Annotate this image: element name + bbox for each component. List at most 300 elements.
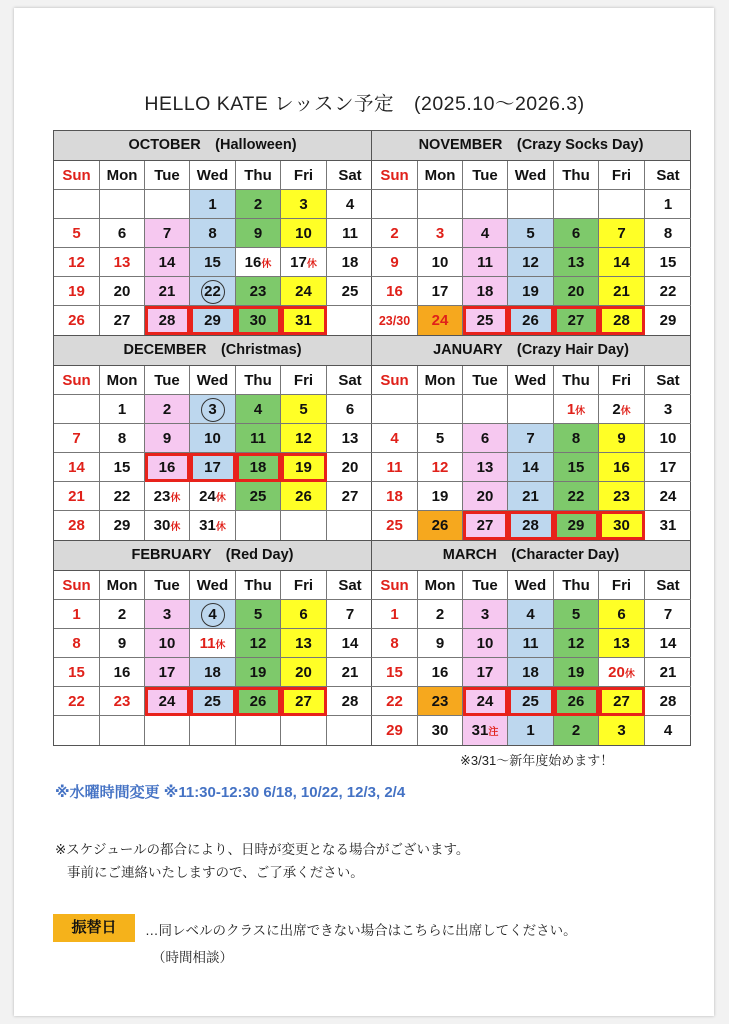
day-cell (463, 248, 508, 277)
day-cell (100, 687, 145, 716)
day-cell (54, 453, 100, 482)
weekday-header: Fri (599, 571, 645, 600)
weekday-header: Sat (645, 161, 691, 190)
day-cell (418, 306, 463, 335)
day-number: 11 (199, 635, 216, 652)
day-number: 17 (204, 459, 221, 476)
day-cell (100, 395, 145, 424)
day-number: 12 (522, 254, 539, 271)
day-cell (236, 453, 281, 482)
month-block (53, 541, 372, 746)
day-number: 8 (663, 225, 673, 242)
day-cell (190, 277, 236, 306)
day-cell (645, 395, 691, 424)
day-number: 25 (522, 693, 539, 710)
month-block (372, 541, 691, 746)
day-cell (645, 511, 691, 540)
day-cell (508, 629, 554, 658)
day-number: 8 (208, 225, 217, 242)
day-number: 3 (435, 225, 445, 242)
day-number: 19 (431, 488, 449, 505)
day-cell (554, 424, 599, 453)
day-number: 18 (204, 664, 221, 681)
day-number: 30 (613, 517, 630, 534)
day-cell (54, 687, 100, 716)
day-cell (372, 511, 418, 540)
day-number: 28 (158, 312, 176, 329)
day-cell (372, 277, 418, 306)
month-days-grid (372, 571, 690, 745)
day-mark: 休 (261, 259, 272, 270)
day-cell (327, 482, 373, 511)
day-cell (54, 277, 100, 306)
day-number: 25 (476, 312, 494, 329)
day-number: 8 (72, 635, 81, 652)
day-number: 8 (390, 635, 399, 652)
day-cell (190, 424, 236, 453)
day-cell (645, 277, 691, 306)
day-number: 14 (659, 635, 677, 652)
day-cell (236, 658, 281, 687)
month-days-grid (54, 161, 371, 335)
day-cell (418, 219, 463, 248)
day-number: 4 (663, 722, 673, 739)
day-number: 11 (386, 459, 403, 476)
day-number: 24 (295, 283, 312, 300)
day-number: 29 (659, 312, 677, 329)
weekday-header: Mon (418, 161, 463, 190)
day-cell (236, 395, 281, 424)
day-cell (327, 248, 373, 277)
month-title: DECEMBER (Christmas) (54, 336, 371, 366)
day-number: 15 (68, 664, 85, 681)
day-cell (508, 658, 554, 687)
day-cell (508, 687, 554, 716)
day-cell (418, 248, 463, 277)
day-cell (281, 424, 327, 453)
day-cell (190, 395, 236, 424)
day-number: 6 (345, 401, 355, 418)
day-number: 11 (522, 635, 539, 652)
day-cell (645, 600, 691, 629)
day-cell (190, 629, 236, 658)
month-block (53, 130, 372, 336)
calendar-grid (53, 130, 691, 746)
day-number: 29 (386, 722, 403, 739)
day-number: 27 (113, 312, 131, 329)
day-cell (236, 248, 281, 277)
day-number: 31 (199, 517, 216, 534)
day-cell (418, 600, 463, 629)
day-cell (236, 600, 281, 629)
day-cell (327, 190, 373, 219)
day-number: 16 (158, 459, 176, 476)
day-number: 15 (386, 664, 403, 681)
day-cell (145, 190, 190, 219)
day-number: 29 (204, 312, 221, 329)
day-cell (508, 395, 554, 424)
day-number: 17 (659, 459, 677, 476)
day-number: 10 (431, 254, 449, 271)
day-cell (508, 511, 554, 540)
day-cell (372, 658, 418, 687)
day-cell (54, 511, 100, 540)
day-number: 20 (113, 283, 131, 300)
day-number: 7 (663, 606, 673, 623)
day-cell (554, 395, 599, 424)
day-number: 21 (341, 664, 359, 681)
day-cell (190, 658, 236, 687)
day-number: 5 (571, 606, 581, 623)
weekday-header: Thu (554, 366, 599, 395)
day-cell (145, 219, 190, 248)
day-number: 18 (386, 488, 403, 505)
day-cell (554, 511, 599, 540)
day-number: 18 (476, 283, 494, 300)
day-cell (463, 482, 508, 511)
weekday-header: Wed (508, 161, 554, 190)
day-number: 22 (113, 488, 131, 505)
day-cell (236, 190, 281, 219)
weekday-header: Tue (145, 366, 190, 395)
day-cell (463, 453, 508, 482)
day-number: 13 (567, 254, 585, 271)
day-number: 16 (113, 664, 131, 681)
month-title: NOVEMBER (Crazy Socks Day) (372, 131, 690, 161)
day-number: 16 (386, 283, 403, 300)
day-number: 22 (201, 280, 225, 304)
day-cell (236, 424, 281, 453)
day-cell (54, 600, 100, 629)
weekday-header: Sun (372, 571, 418, 600)
day-cell (372, 453, 418, 482)
day-cell (100, 190, 145, 219)
weekday-header: Sun (54, 366, 100, 395)
weekday-header: Tue (145, 161, 190, 190)
day-number: 27 (476, 517, 494, 534)
weekday-header: Tue (463, 571, 508, 600)
day-number: 31 (659, 517, 677, 534)
weekday-header: Mon (418, 366, 463, 395)
day-cell (418, 482, 463, 511)
day-number: 10 (659, 430, 677, 447)
day-cell (372, 306, 418, 335)
day-cell (645, 629, 691, 658)
day-number: 10 (476, 635, 494, 652)
day-number: 27 (341, 488, 359, 505)
day-cell (190, 511, 236, 540)
day-number: 17 (431, 283, 449, 300)
wednesday-time-change: ※水曜時間変更 ※11:30-12:30 6/18, 10/22, 12/3, 2/4 (55, 784, 406, 801)
day-cell (327, 716, 373, 745)
day-cell (100, 424, 145, 453)
day-number: 5 (526, 225, 535, 242)
weekday-header: Thu (554, 161, 599, 190)
day-cell (100, 629, 145, 658)
weekday-header: Sun (54, 571, 100, 600)
month-title: OCTOBER (Halloween) (54, 131, 371, 161)
day-cell (236, 629, 281, 658)
day-number: 2 (435, 606, 445, 623)
day-cell (236, 511, 281, 540)
day-cell (54, 482, 100, 511)
day-mark: 休 (575, 406, 586, 417)
day-cell (281, 277, 327, 306)
weekday-header: Tue (463, 161, 508, 190)
day-number: 4 (201, 603, 225, 627)
day-mark: 休 (306, 259, 317, 270)
day-cell (54, 190, 100, 219)
day-cell (281, 629, 327, 658)
day-cell (190, 482, 236, 511)
day-number: 13 (295, 635, 312, 652)
day-cell (418, 658, 463, 687)
day-cell (281, 306, 327, 335)
day-number: 3 (663, 401, 673, 418)
day-number: 21 (68, 488, 85, 505)
day-number: 18 (249, 459, 267, 476)
day-cell (190, 453, 236, 482)
day-cell (54, 629, 100, 658)
weekday-header: Thu (236, 366, 281, 395)
day-number: 26 (295, 488, 312, 505)
day-cell (281, 395, 327, 424)
weekday-header: Mon (100, 161, 145, 190)
day-number: 4 (345, 196, 355, 213)
day-cell (463, 277, 508, 306)
day-number: 4 (390, 430, 399, 447)
day-number: 9 (617, 430, 626, 447)
month-days-grid (54, 366, 371, 540)
day-cell (100, 219, 145, 248)
day-number: 14 (158, 254, 176, 271)
day-cell (327, 687, 373, 716)
day-cell (327, 277, 373, 306)
day-number: 5 (299, 401, 308, 418)
day-cell (599, 716, 645, 745)
day-number: 13 (113, 254, 131, 271)
day-cell (645, 716, 691, 745)
day-number: 23 (113, 693, 131, 710)
day-cell (463, 306, 508, 335)
day-cell (281, 248, 327, 277)
day-number: 17 (476, 664, 494, 681)
day-cell (145, 395, 190, 424)
day-cell (190, 306, 236, 335)
month-days-grid (372, 161, 690, 335)
day-cell (236, 277, 281, 306)
day-number: 14 (522, 459, 539, 476)
weekday-header: Wed (508, 571, 554, 600)
day-number: 31 (295, 312, 312, 329)
day-cell (372, 687, 418, 716)
day-cell (645, 190, 691, 219)
schedule-note-2: 事前にご連絡いたしますので、ご了承ください。 (67, 865, 364, 880)
day-cell (236, 716, 281, 745)
day-cell (327, 219, 373, 248)
month-title: MARCH (Character Day) (372, 541, 690, 571)
month-days-grid (54, 571, 371, 745)
day-number: 24 (659, 488, 677, 505)
day-number: 22 (386, 693, 403, 710)
new-year-note: ※3/31〜新年度始めます！ (460, 753, 614, 768)
day-cell (372, 190, 418, 219)
day-number: 1 (663, 196, 673, 213)
day-cell (508, 453, 554, 482)
day-cell (145, 453, 190, 482)
month-row (53, 336, 691, 541)
day-mark: 休 (170, 493, 181, 504)
day-number: 22 (567, 488, 585, 505)
day-number: 16 (431, 664, 449, 681)
day-cell (145, 600, 190, 629)
page-title: HELLO KATE レッスン予定 (2025.10〜2026.3) (144, 93, 585, 115)
weekday-header: Fri (281, 571, 327, 600)
day-cell (281, 511, 327, 540)
day-cell (145, 658, 190, 687)
day-number: 27 (295, 693, 312, 710)
weekday-header: Thu (554, 571, 599, 600)
day-cell (554, 219, 599, 248)
day-number: 28 (68, 517, 85, 534)
day-number: 22 (659, 283, 677, 300)
day-number: 25 (386, 517, 403, 534)
day-cell (508, 277, 554, 306)
day-cell (100, 600, 145, 629)
day-number: 5 (435, 430, 445, 447)
day-cell (645, 687, 691, 716)
day-cell (100, 306, 145, 335)
day-cell (54, 219, 100, 248)
weekday-header: Sat (327, 161, 373, 190)
day-cell (190, 716, 236, 745)
day-mark: 休 (620, 406, 631, 417)
day-cell (554, 248, 599, 277)
day-cell (463, 190, 508, 219)
day-cell (645, 424, 691, 453)
day-cell (372, 395, 418, 424)
weekday-header: Mon (100, 571, 145, 600)
day-number: 12 (295, 430, 312, 447)
day-cell (599, 482, 645, 511)
day-cell (599, 277, 645, 306)
day-number: 2 (390, 225, 399, 242)
day-cell (599, 219, 645, 248)
day-cell (100, 716, 145, 745)
day-cell (508, 190, 554, 219)
day-number: 1 (390, 606, 399, 623)
day-cell (145, 248, 190, 277)
weekday-header: Fri (599, 161, 645, 190)
day-cell (145, 482, 190, 511)
day-cell (100, 248, 145, 277)
weekday-header: Sat (645, 571, 691, 600)
day-number: 29 (113, 517, 131, 534)
day-cell (554, 629, 599, 658)
day-cell (599, 453, 645, 482)
day-number: 9 (435, 635, 445, 652)
day-cell (281, 658, 327, 687)
furikae-text: …同レベルのクラスに出席できない場合はこちらに出席してください。 (145, 923, 577, 938)
day-mark: 休 (215, 493, 226, 504)
day-cell (418, 424, 463, 453)
day-number: 2 (571, 722, 581, 739)
day-cell (463, 395, 508, 424)
day-number: 2 (612, 401, 621, 418)
day-number: 23 (431, 693, 449, 710)
day-number: 10 (295, 225, 312, 242)
day-cell (463, 219, 508, 248)
day-number: 1 (72, 606, 81, 623)
day-number: 4 (480, 225, 490, 242)
day-number: 19 (522, 283, 539, 300)
day-number: 2 (117, 606, 127, 623)
day-number: 10 (204, 430, 221, 447)
day-number: 25 (341, 283, 359, 300)
day-number: 19 (567, 664, 585, 681)
day-cell (599, 600, 645, 629)
day-cell (372, 248, 418, 277)
day-cell (281, 190, 327, 219)
day-number: 23 (613, 488, 630, 505)
day-number: 11 (250, 430, 266, 447)
day-number: 8 (571, 430, 581, 447)
weekday-header: Sat (645, 366, 691, 395)
day-number: 1 (526, 722, 535, 739)
day-number: 21 (522, 488, 539, 505)
day-cell (645, 248, 691, 277)
day-number: 30 (431, 722, 449, 739)
day-cell (145, 716, 190, 745)
weekday-header: Sun (372, 161, 418, 190)
day-cell (599, 395, 645, 424)
weekday-header: Mon (418, 571, 463, 600)
day-number: 3 (201, 398, 225, 422)
day-cell (554, 687, 599, 716)
weekday-header: Fri (281, 366, 327, 395)
day-cell (554, 277, 599, 306)
weekday-header: Thu (236, 571, 281, 600)
day-number: 28 (659, 693, 677, 710)
weekday-header: Tue (463, 366, 508, 395)
day-number: 15 (204, 254, 221, 271)
day-number: 4 (253, 401, 263, 418)
day-cell (54, 424, 100, 453)
day-cell (281, 716, 327, 745)
day-number: 14 (68, 459, 85, 476)
day-cell (327, 511, 373, 540)
day-number: 20 (567, 283, 585, 300)
day-number: 26 (249, 693, 267, 710)
day-cell (645, 306, 691, 335)
day-cell (599, 511, 645, 540)
day-cell (463, 658, 508, 687)
day-number: 1 (208, 196, 217, 213)
day-number: 23 (249, 283, 267, 300)
day-cell (281, 219, 327, 248)
day-cell (190, 248, 236, 277)
day-cell (554, 658, 599, 687)
weekday-header: Wed (508, 366, 554, 395)
day-cell (281, 482, 327, 511)
day-number: 19 (249, 664, 267, 681)
day-number: 6 (117, 225, 127, 242)
day-number: 24 (199, 488, 216, 505)
schedule-note-1: ※スケジュールの都合により、日時が変更となる場合がございます。 (55, 842, 470, 857)
day-number: 4 (526, 606, 535, 623)
weekday-header: Sun (372, 366, 418, 395)
day-cell (54, 248, 100, 277)
